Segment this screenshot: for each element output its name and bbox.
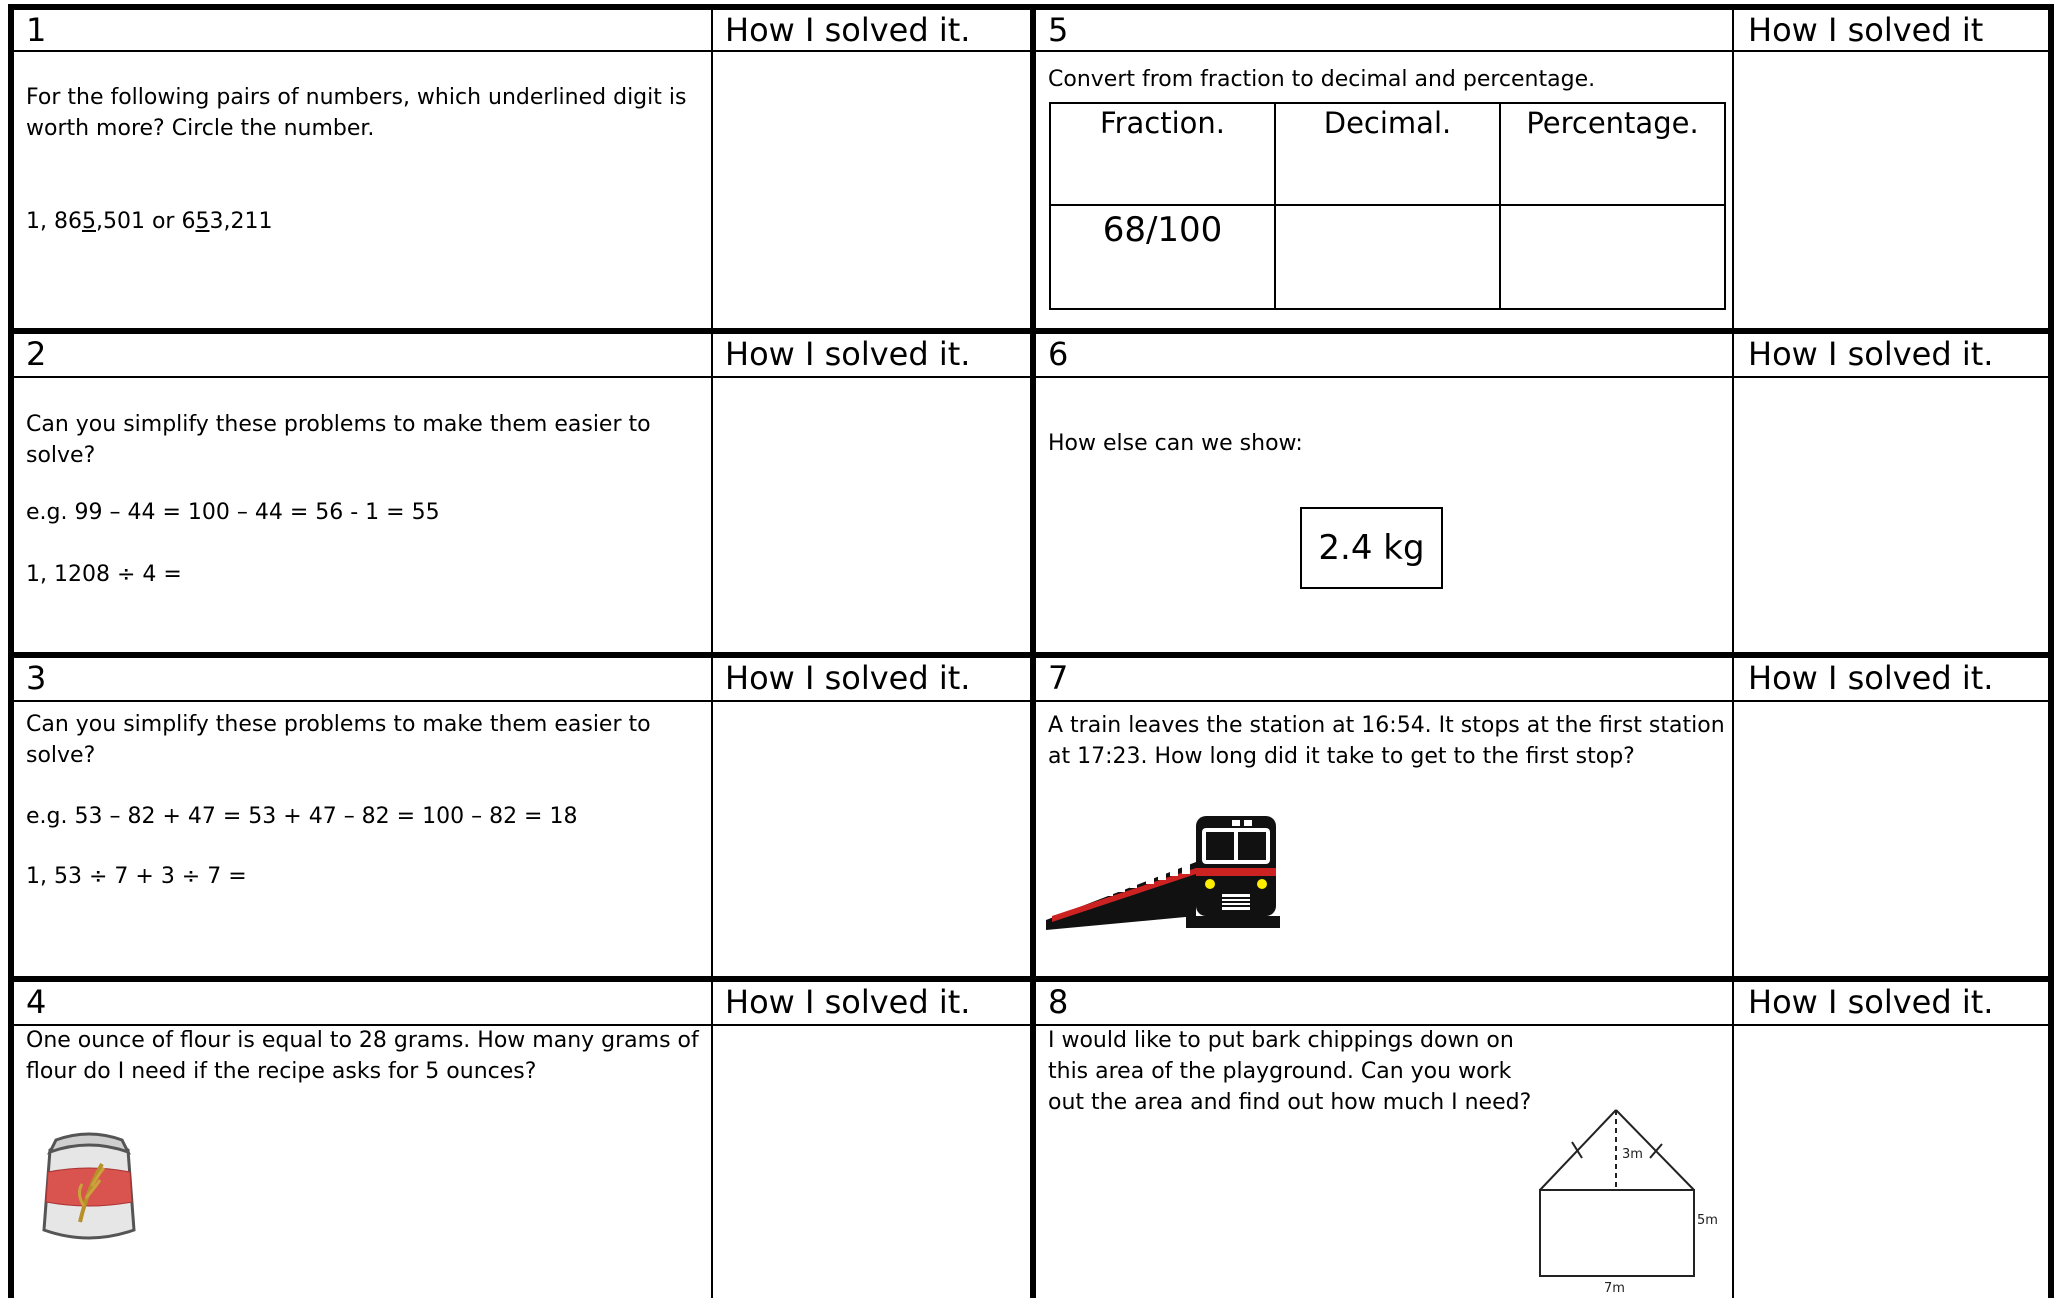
question-8-line-1: I would like to put bark chippings down on [1048,1028,1514,1053]
question-1-problem: 1, 865,501 or 653,211 [26,209,273,234]
question-number-2: 2 [26,335,47,373]
conversion-table-header-decimal: Decimal. [1275,103,1500,205]
question-2-problem: 1, 1208 ÷ 4 = [26,562,182,587]
how-i-solved-it-label-2: How I solved it. [725,335,971,373]
flour-bag-icon [36,1128,142,1244]
question-4-line-2: flour do I need if the recipe asks for 5 ounces? [26,1059,537,1084]
question-3-example: e.g. 53 – 82 + 47 = 53 + 47 – 82 = 100 – 82 = 18 [26,804,578,829]
rectangle-section [1540,1190,1694,1276]
how-i-solved-it-label-1: How I solved it. [725,11,971,49]
grid-divider-center [1030,4,1036,1298]
train-icon [1046,812,1280,932]
question-8-line-3: out the area and find out how much I need? [1048,1090,1532,1115]
measurement-box: 2.4 kg [1300,507,1443,589]
underlined-digit-1: 5 [81,209,96,234]
grid-border-left [8,4,14,1298]
grid-border-right [2048,4,2054,1298]
question-number-1: 1 [26,11,47,49]
base-label: 7m [1604,1281,1625,1296]
conversion-table-header-percentage: Percentage. [1500,103,1725,205]
underlined-digit-2: 5 [195,209,210,234]
question-number-4: 4 [26,983,47,1021]
question-1-text [26,82,686,144]
question-6-text: How else can we show: [1048,431,1303,456]
question-8-line-2: this area of the playground. Can you work [1048,1059,1512,1084]
question-1-line-1: For the following pairs of numbers, which underlined digit is [26,85,687,110]
question-3-problem: 1, 53 ÷ 7 + 3 ÷ 7 = [26,864,247,889]
grid-divider-answer-left [711,4,713,1298]
question-7-line-1: A train leaves the station at 16:54. It stops at the first station [1048,713,1725,738]
playground-area-diagram [1530,1106,1720,1296]
how-i-solved-it-label-4: How I solved it. [725,983,971,1021]
question-7-line-2: at 17:23. How long did it take to get to the first stop? [1048,744,1635,769]
conversion-table-decimal-answer [1275,205,1500,309]
side-label: 5m [1697,1213,1718,1228]
question-number-7: 7 [1048,659,1069,697]
question-4-text [26,1025,699,1087]
question-2-text [26,409,651,471]
question-8-text [1048,1025,1531,1118]
question-2-line-2: solve? [26,443,96,468]
question-number-3: 3 [26,659,47,697]
conversion-table-row [1050,205,1725,309]
grid-divider-answer-right [1732,4,1734,1298]
how-i-solved-it-label-7: How I solved it. [1748,659,1994,697]
question-1-line-2: worth more? Circle the number. [26,116,375,141]
conversion-table-percentage-answer [1500,205,1725,309]
how-i-solved-it-label-3: How I solved it. [725,659,971,697]
question-5-text: Convert from fraction to decimal and percentage. [1048,67,1596,92]
question-3-line-1: Can you simplify these problems to make them easier to [26,712,651,737]
how-i-solved-it-label-6: How I solved it. [1748,335,1994,373]
conversion-table-fraction-value: 68/100 [1050,205,1275,309]
height-label: 3m [1622,1147,1643,1162]
question-number-5: 5 [1048,11,1069,49]
question-2-line-1: Can you simplify these problems to make them easier to [26,412,651,437]
question-2-example: e.g. 99 – 44 = 100 – 44 = 56 - 1 = 55 [26,500,440,525]
conversion-table [1049,102,1726,310]
question-7-text [1048,710,1725,772]
how-i-solved-it-label-5: How I solved it [1748,11,1984,49]
question-3-text [26,709,651,771]
how-i-solved-it-label-8: How I solved it. [1748,983,1994,1021]
question-number-6: 6 [1048,335,1069,373]
conversion-table-header-fraction: Fraction. [1050,103,1275,205]
question-4-line-1: One ounce of flour is equal to 28 grams. How many grams of [26,1028,699,1053]
question-number-8: 8 [1048,983,1069,1021]
conversion-table-header-row [1050,103,1725,205]
question-3-line-2: solve? [26,743,96,768]
